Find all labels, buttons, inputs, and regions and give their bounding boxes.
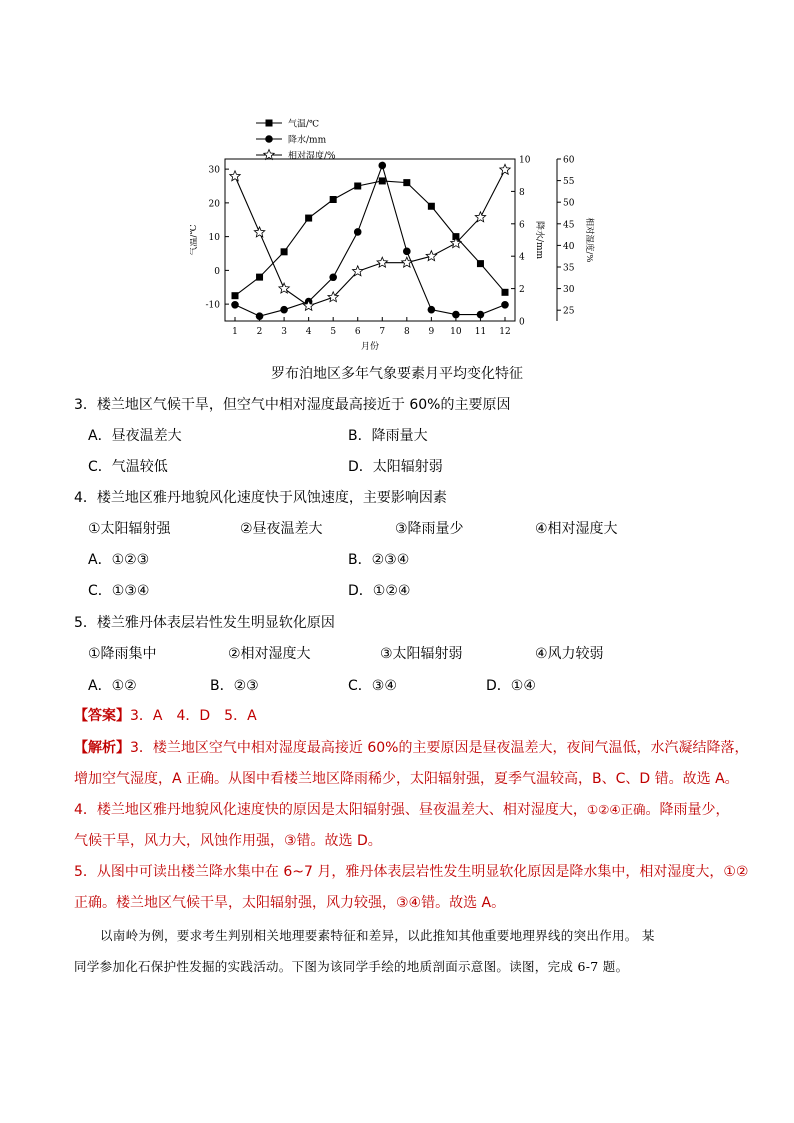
legend-label: 降水/mm	[288, 135, 327, 146]
right-axis-tick-label: 2	[519, 285, 525, 296]
answer-line	[74, 705, 257, 725]
series-2-point	[353, 266, 363, 276]
q5-option-b: B．②③	[210, 678, 259, 694]
series-1-point	[452, 311, 460, 319]
climate-chart-svg	[190, 115, 610, 365]
series-0-point	[477, 260, 484, 267]
left-axis-tick-label: 0	[214, 266, 220, 277]
q4-item-2: ②昼夜温差大	[240, 521, 323, 537]
left-axis-tick-label: 10	[208, 233, 220, 244]
right-axis-tick-label: 0	[519, 317, 525, 328]
series-0-point	[281, 248, 288, 255]
series-2-point	[426, 251, 436, 261]
series-1-point	[280, 306, 288, 314]
q5-item-1: ①降雨集中	[88, 646, 157, 662]
q5-item-4: ④风力较弱	[535, 646, 604, 662]
series-0-point	[403, 179, 410, 186]
analysis-line-1	[74, 737, 748, 757]
series-2-point	[475, 212, 485, 222]
series-1-point	[428, 306, 436, 314]
humidity-axis-tick-label: 30	[563, 285, 575, 296]
x-axis-tick-label: 11	[474, 327, 487, 337]
climate-chart	[190, 115, 610, 365]
q4-option-c: C．①③④	[88, 583, 150, 599]
analysis-5-line-1	[74, 861, 748, 881]
series-1-point	[501, 301, 509, 309]
q5-option-d: D．①④	[486, 678, 536, 694]
legend-marker	[264, 150, 274, 160]
q5-stem: 5．楼兰雅丹体表层岩性发生明显软化原因	[74, 615, 335, 631]
legend-marker	[266, 120, 273, 127]
right-axis-label: 降水/mm	[534, 220, 544, 260]
series-0-point	[232, 292, 239, 299]
series-1-point	[256, 312, 264, 320]
series-2-point	[500, 164, 510, 174]
humidity-axis-tick-label: 25	[563, 306, 575, 317]
series-line-1	[235, 165, 505, 316]
series-0-point	[354, 183, 361, 190]
x-axis-tick-label: 6	[354, 327, 361, 337]
humidity-axis-tick-label: 50	[563, 198, 575, 209]
answer-text: 3．A 4．D 5．A	[130, 708, 257, 724]
right-axis-tick-label: 4	[519, 252, 525, 263]
q4-item-3: ③降雨量少	[395, 521, 464, 537]
humidity-axis-tick-label: 55	[563, 177, 575, 188]
x-axis-tick-label: 10	[450, 327, 462, 337]
humidity-axis-label: 相对湿度/%	[584, 217, 594, 263]
q3-option-d: D．太阳辐射弱	[348, 459, 443, 475]
humidity-axis-tick-label: 45	[563, 220, 575, 231]
intro-line-1: 以南岭为例，要求考生判别相关地理要素特征和差异，以此推知其他重要地理界线的突出作用。 某	[100, 928, 655, 943]
q4-option-a: A．①②③	[88, 552, 150, 568]
analysis-5-text-a: 5．从图中可读出楼兰降水集中在 6~7 月，雅丹体表层岩性发生明显软化原因是降水集中，相对湿度大，	[74, 864, 724, 880]
right-axis-tick-label: 10	[519, 155, 531, 166]
q5-option-c: C．③④	[348, 678, 397, 694]
series-line-2	[235, 170, 505, 306]
q5-item-3: ③太阳辐射弱	[380, 646, 463, 662]
left-axis-label: 气温/℃	[190, 224, 199, 256]
legend-label: 相对湿度/%	[288, 151, 336, 162]
q3-stem: 3．楼兰地区气候干旱，但空气中相对湿度最高接近于 60%的主要原因	[74, 397, 511, 413]
analysis-4-text-b: ①②④正确	[586, 802, 646, 817]
series-2-point	[230, 171, 240, 181]
series-1-point	[477, 311, 485, 319]
series-0-point	[330, 196, 337, 203]
analysis-5-line-2: 正确。楼兰地区气候干旱，太阳辐射强，风力较强，③④错。故选 A。	[74, 895, 506, 911]
q3-option-a: A．昼夜温差大	[88, 428, 182, 444]
x-axis-tick-label: 1	[232, 327, 238, 337]
q4-item-4: ④相对湿度大	[535, 521, 618, 537]
series-0-point	[379, 177, 386, 184]
intro-line-2: 同学参加化石保护性发掘的实践活动。下图为该同学手绘的地质剖面示意图。读图，完成 6-7 题。	[74, 959, 629, 974]
q5-option-a: A．①②	[88, 678, 137, 694]
q4-option-d: D．①②④	[348, 583, 411, 599]
humidity-axis-tick-label: 35	[563, 263, 575, 274]
q4-item-1: ①太阳辐射强	[88, 521, 171, 537]
left-axis-tick-label: -10	[205, 300, 220, 311]
q4-option-b: B．②③④	[348, 552, 410, 568]
q3-option-b: B．降雨量大	[348, 428, 428, 444]
series-1-point	[354, 228, 362, 236]
q5-item-2: ②相对湿度大	[228, 646, 311, 662]
analysis-4-text-a: 4．楼兰地区雅丹地貌风化速度快的原因是太阳辐射强、昼夜温差大、相对湿度大，	[74, 802, 587, 818]
series-0-point	[502, 289, 509, 296]
right-axis-tick-label: 8	[519, 187, 525, 198]
legend-marker	[265, 135, 273, 143]
x-axis-tick-label: 4	[305, 327, 312, 337]
series-0-point	[428, 203, 435, 210]
x-axis-tick-label: 12	[499, 327, 511, 337]
q3-option-c: C．气温较低	[88, 459, 168, 475]
series-0-point	[256, 274, 263, 281]
series-1-point	[231, 301, 239, 309]
series-1-point	[329, 273, 337, 281]
x-axis-tick-label: 5	[330, 327, 337, 337]
x-axis-tick-label: 9	[428, 327, 435, 337]
analysis-tag: 【解析】	[74, 740, 130, 756]
x-axis-tick-label: 8	[403, 327, 410, 337]
analysis-4-line-2: 气候干旱，风力大，风蚀作用强，③错。故选 D。	[74, 833, 382, 849]
left-axis-tick-label: 20	[208, 199, 220, 210]
legend-label: 气温/℃	[288, 119, 320, 130]
analysis-3-line-1: 3．楼兰地区空气中相对湿度最高接近 60%的主要原因是昼夜温差大，夜间气温低，水汽凝结降落，	[130, 740, 749, 756]
analysis-5-text-b: ①②	[723, 864, 749, 880]
series-2-point	[377, 257, 387, 267]
x-axis-label: 月份	[360, 342, 380, 352]
answer-tag: 【答案】	[74, 708, 130, 724]
series-1-point	[378, 162, 386, 170]
analysis-4-text-c: 。降雨量少，	[645, 802, 730, 818]
series-1-point	[403, 248, 411, 256]
chart-caption: 罗布泊地区多年气象要素月平均变化特征	[271, 366, 523, 382]
series-0-point	[305, 215, 312, 222]
humidity-axis-tick-label: 40	[563, 241, 575, 252]
x-axis-tick-label: 2	[256, 327, 263, 337]
left-axis-tick-label: 30	[208, 165, 220, 176]
analysis-4-line-1	[74, 799, 730, 819]
x-axis-tick-label: 7	[379, 327, 386, 337]
analysis-3-line-2: 增加空气湿度，A 正确。从图中看楼兰地区降雨稀少，太阳辐射强，夏季气温较高，B、C、D 错。故选 A。	[74, 771, 739, 787]
series-2-point	[254, 227, 264, 237]
right-axis-tick-label: 6	[519, 220, 525, 231]
q4-stem: 4．楼兰地区雅丹地貌风化速度快于风蚀速度，主要影响因素	[74, 490, 447, 506]
humidity-axis-tick-label: 60	[563, 155, 575, 166]
x-axis-tick-label: 3	[281, 327, 287, 337]
